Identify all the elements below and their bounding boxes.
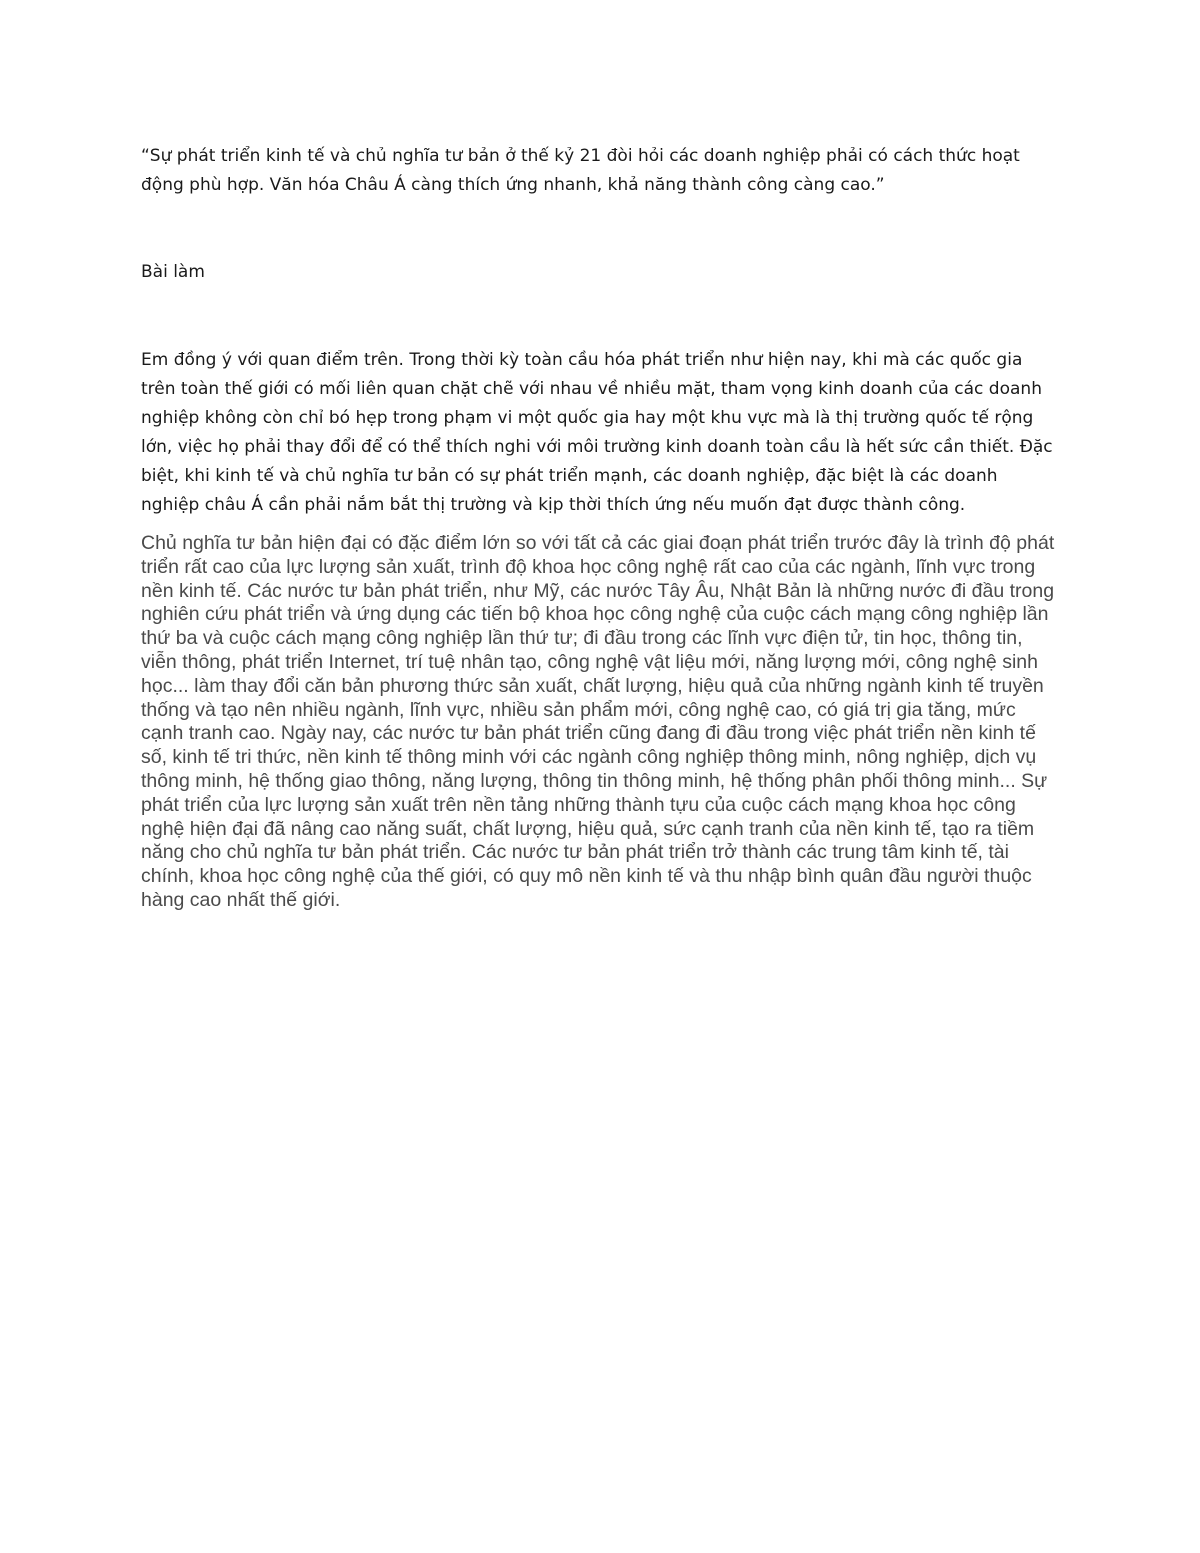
essay-heading: Bài làm [141,262,205,282]
essay-paragraph-2: Chủ nghĩa tư bản hiện đại có đặc điểm lớn so với tất cả các giai đoạn phát triển trước đây là trình độ phát triển rất cao của lực lượng sản xuất, trình độ khoa học công nghệ rất cao của các ngành, lĩnh vực trong nền kinh tế. Các nước tư bản phát triển, như Mỹ, các nước Tây Âu, Nhật Bản là những nước đi đầu trong nghiên cứu phát triển và ứng dụng các tiến bộ khoa học công nghệ của cuộc cách mạng công nghiệp lần thứ ba và cuộc cách mạng công nghiệp lần thứ tư; đi đầu trong các lĩnh vực điện tử, tin học, thông tin, viễn thông, phát triển Internet, trí tuệ nhân tạo, công nghệ vật liệu mới, năng lượng mới, công nghệ sinh học... làm thay đổi căn bản phương thức sản xuất, chất lượng, hiệu quả của những ngành kinh tế truyền thống và tạo nên nhiều ngành, lĩnh vực, nhiều sản phẩm mới, công nghệ cao, có giá trị gia tăng, mức cạnh tranh cao. Ngày nay, các nước tư bản phát triển cũng đang đi đầu trong việc phát triển nền kinh tế số, kinh tế tri thức, nền kinh tế thông minh với các ngành công nghiệp thông minh, nông nghiệp, dịch vụ thông minh, hệ thống giao thông, năng lượng, thông tin thông minh, hệ thống phân phối thông minh... Sự phát triển của lực lượng sản xuất trên nền tảng những thành tựu của cuộc cách mạng khoa học công nghệ hiện đại đã nâng cao năng suất, chất lượng, hiệu quả, sức cạnh tranh của nền kinh tế, tạo ra tiềm năng cho chủ nghĩa tư bản phát triển. Các nước tư bản phát triển trở thành các trung tâm kinh tế, tài chính, khoa học công nghệ của thế giới, có quy mô nền kinh tế và thu nhập bình quân đầu người thuộc hàng cao nhất thế giới. [141,532,1055,911]
essay-paragraph-1: Em đồng ý với quan điểm trên. Trong thời kỳ toàn cầu hóa phát triển như hiện nay, khi mà các quốc gia trên toàn thế giới có mối liên quan chặt chẽ với nhau về nhiều mặt, tham vọng kinh doanh của các doanh nghiệp không còn chỉ bó hẹp trong phạm vi một quốc gia hay một khu vực mà là thị trường quốc tế rộng lớn, việc họ phải thay đổi để có thể thích nghi với môi trường kinh doanh toàn cầu là hết sức cần thiết. Đặc biệt, khi kinh tế và chủ nghĩa tư bản có sự phát triển mạnh, các doanh nghiệp, đặc biệt là các doanh nghiệp châu Á cần phải nắm bắt thị trường và kịp thời thích ứng nếu muốn đạt được thành công. [141,350,1053,515]
essay-prompt-quote: “Sự phát triển kinh tế và chủ nghĩa tư bản ở thế kỷ 21 đòi hỏi các doanh nghiệp phải có cách thức hoạt động phù hợp. Văn hóa Châu Á càng thích ứng nhanh, khả năng thành công càng cao.” [141,146,1020,195]
